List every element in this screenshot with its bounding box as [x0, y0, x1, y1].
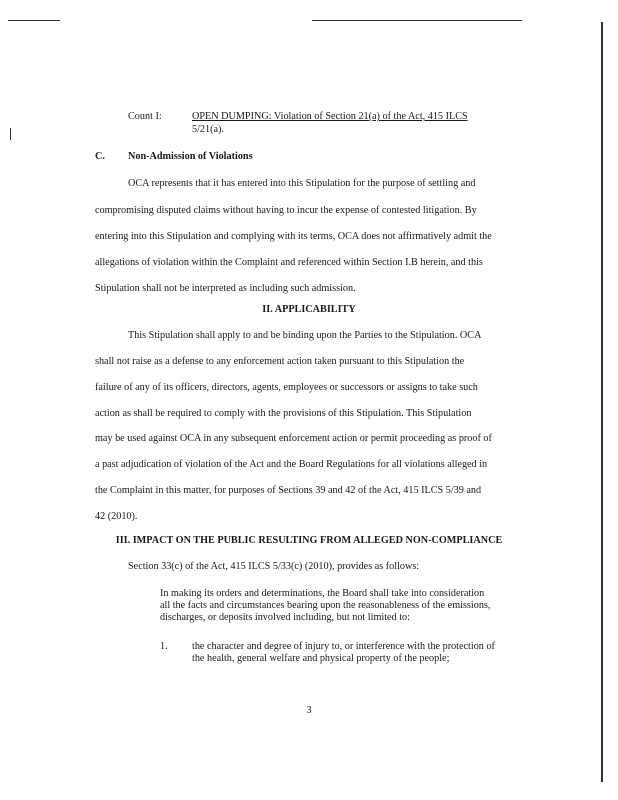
quote-line-3: discharges, or deposits involved including, but not limited to:	[160, 612, 410, 623]
scan-artifact-top-left	[8, 20, 60, 21]
list-item-number: 1.	[160, 641, 168, 652]
section-c-line-3: entering into this Stipulation and complying with its terms, OCA does not affirmatively admit the	[95, 231, 492, 242]
count-text-line-1: OPEN DUMPING: Violation of Section 21(a) of the Act, 415 ILCS	[192, 111, 468, 122]
list-item-line-2: the health, general welfare and physical property of the people;	[192, 653, 450, 664]
section-ii-line-3: failure of any of its officers, directors, agents, employees or successors or assigns to take such	[95, 382, 478, 393]
scan-artifact-top-center	[312, 20, 522, 21]
scan-artifact-left-tick	[10, 128, 11, 140]
list-item-line-1: the character and degree of injury to, or interference with the protection of	[192, 641, 495, 652]
section-ii-line-1: This Stipulation shall apply to and be binding upon the Parties to the Stipulation. OCA	[128, 330, 482, 341]
quote-line-2: all the facts and circumstances bearing upon the reasonableness of the emissions,	[160, 600, 491, 611]
section-ii-line-8: 42 (2010).	[95, 511, 138, 522]
quote-line-1: In making its orders and determinations, the Board shall take into consideration	[160, 588, 485, 599]
section-ii-line-2: shall not raise as a defense to any enforcement action taken pursuant to this Stipulation the	[95, 356, 465, 367]
page-number: 3	[306, 705, 312, 716]
section-c-heading: Non-Admission of Violations	[128, 151, 253, 162]
count-text-line-2: 5/21(a).	[192, 124, 224, 135]
section-c-letter: C.	[95, 151, 105, 162]
section-ii-line-6: a past adjudication of violation of the Act and the Board Regulations for all violations alleged in	[95, 459, 488, 470]
section-c-line-2: compromising disputed claims without having to incur the expense of contested litigation. By	[95, 205, 477, 216]
section-ii-line-4: action as shall be required to comply with the provisions of this Stipulation. This Stipulation	[95, 408, 472, 419]
section-iii-heading: III. IMPACT ON THE PUBLIC RESULTING FROM ALLEGED NON-COMPLIANCE	[115, 535, 503, 546]
section-c-line-5: Stipulation shall not be interpreted as including such admission.	[95, 283, 356, 294]
count-label: Count I:	[128, 111, 162, 122]
section-ii-line-5: may be used against OCA in any subsequent enforcement action or permit proceeding as proof of	[95, 433, 492, 444]
section-iii-intro: Section 33(c) of the Act, 415 ILCS 5/33(c) (2010), provides as follows:	[128, 561, 420, 572]
section-c-line-4: allegations of violation within the Complaint and referenced within Section I.B herein, and this	[95, 257, 483, 268]
section-c-line-1: OCA represents that it has entered into this Stipulation for the purpose of settling and	[128, 178, 476, 189]
scan-artifact-right-edge	[601, 22, 603, 782]
section-ii-line-7: the Complaint in this matter, for purposes of Sections 39 and 42 of the Act, 415 ILCS 5/39 and	[95, 485, 482, 496]
section-ii-heading: II. APPLICABILITY	[262, 304, 356, 315]
